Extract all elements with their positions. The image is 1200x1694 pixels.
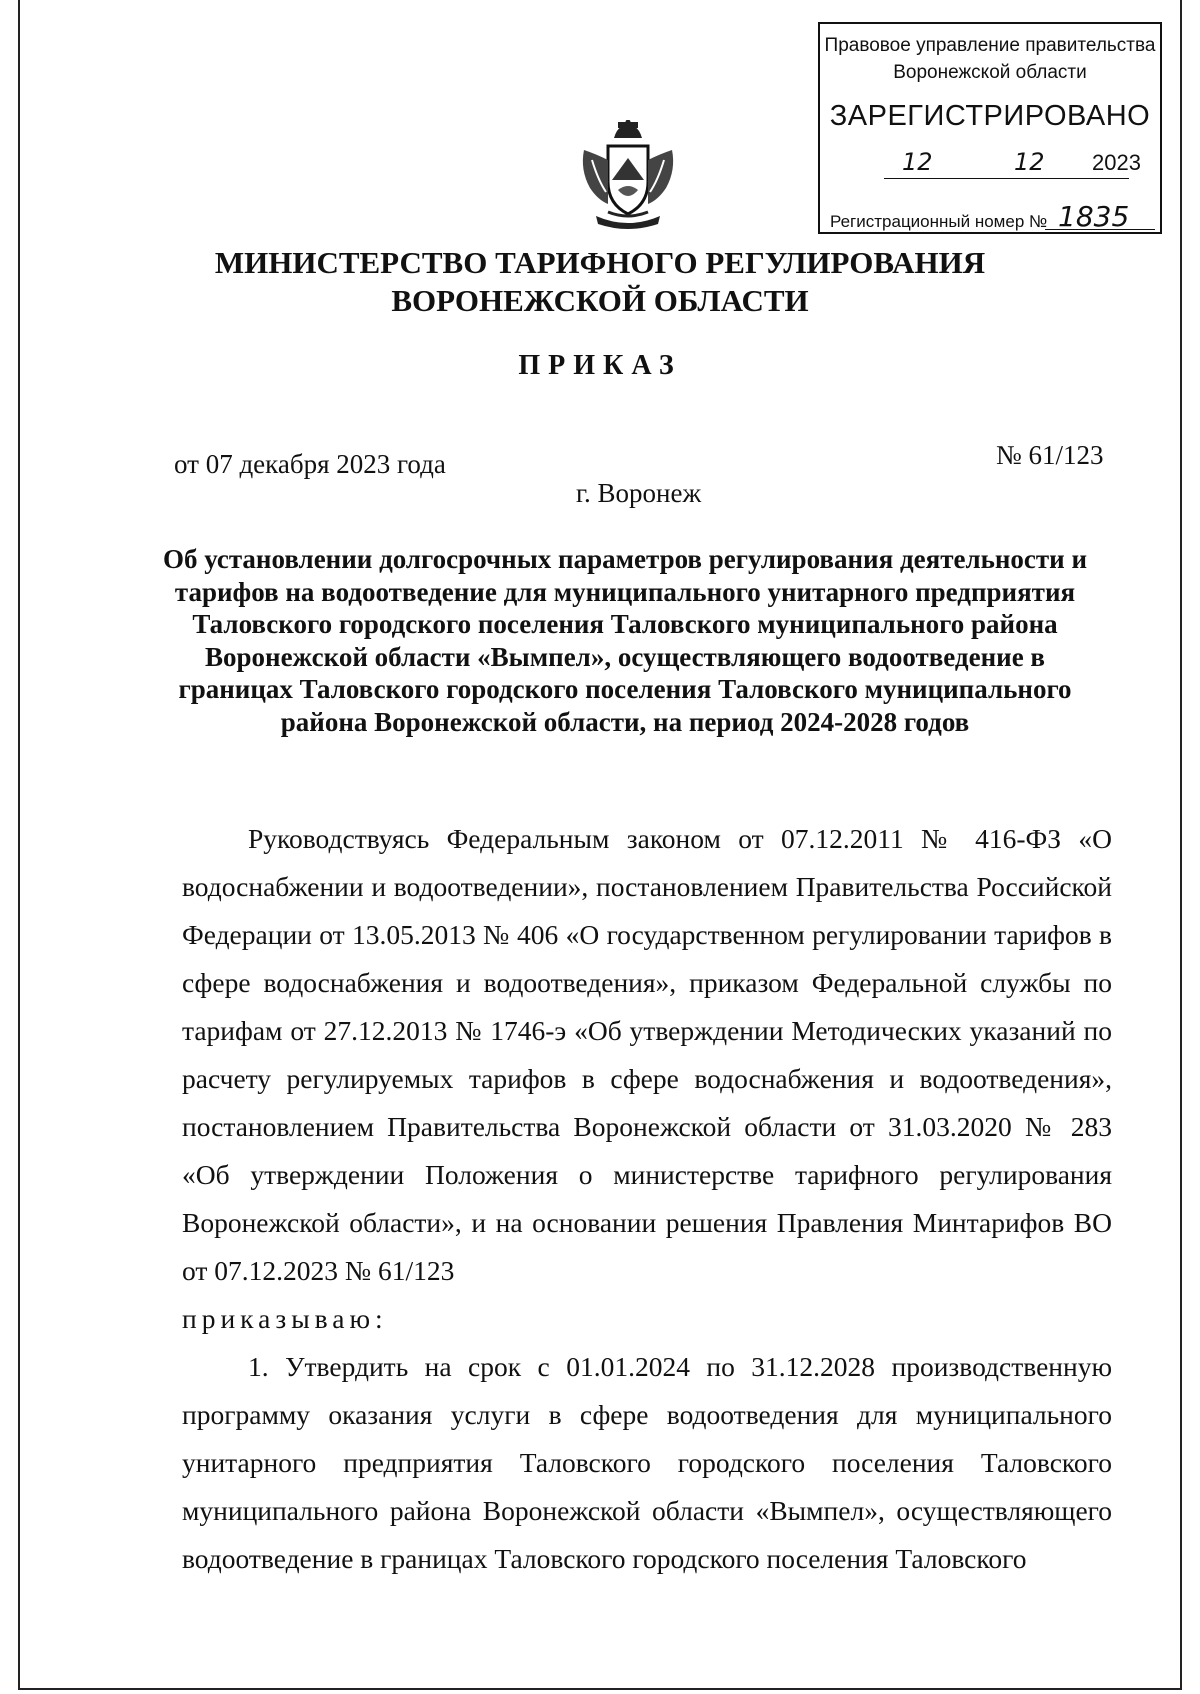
stamp-date-line [884,178,1129,179]
order-body [182,815,1112,1583]
stamp-registered-label: ЗАРЕГИСТРИРОВАНО [829,100,1151,132]
registration-stamp [818,22,1162,234]
order-city: г. Воронеж [576,478,702,508]
stamp-number-value: 1835 [1058,200,1130,233]
ministry-title-line1: МИНИСТЕРСТВО ТАРИФНОГО РЕГУЛИРОВАНИЯ [214,245,986,280]
stamp-number-line [1045,229,1155,230]
stamp-date-year: 2023 [1092,150,1141,175]
preamble-paragraph: Руководствуясь Федеральным законом от 07.12.2011 № 416-ФЗ «О водоснабжении и водоотведении», постановлением Правительства Российской Федерации от 13.05.2013 № 406 «О государственном регулировании тарифов в сфере водоснабжения и водоотведения», приказом Федеральной службы по тарифам от 27.12.2013 № 1746-э «Об утверждении Методических указаний по расчету регулируемых тарифов в сфере водоснабжения и водоотведения», постановлением Правительства Воронежской области от 31.03.2020 № 283 «Об утверждении Положения о министерстве тарифного регулирования Воронежской области», и на основании решения Правления Минтарифов ВО от 07.12.2023 № 61/123 [182,823,1112,1286]
stamp-org-line2: Воронежской области [893,62,1087,83]
coat-of-arms-emblem [578,120,678,230]
ministry-title-line2: ВОРОНЕЖСКОЙ ОБЛАСТИ [391,283,809,318]
stamp-organization [820,32,1160,86]
order-number: № 61/123 [996,440,1104,470]
stamp-date-day: 12 [902,148,933,176]
document-type: ПРИКАЗ [518,350,682,381]
order-subject: Об установлении долгосрочных параметров регулирования деятельности и тарифов на водоотведение для муниципального унитарного предприятия Таловского городского поселения Таловского муниципального района Воронежской области «Вымпел», осуществляющего водоотведение в границах Таловского городского поселения Таловского муниципального района Воронежской области, на период 2024-2028 годов [162,544,1088,737]
stamp-number-label: Регистрационный номер № [830,212,1048,231]
order-item-1: 1. Утвердить на срок с 01.01.2024 по 31.12.2028 производственную программу оказания услуги в сфере водоотведения для муниципального унитарного предприятия Таловского городского поселения Таловского муниципального района Воронежской области «Вымпел», осуществляющего водоотведение в границах Таловского городского поселения Таловского [182,1351,1112,1574]
stamp-org-line1: Правовое управление правительства [824,35,1156,56]
ministry-title [0,244,1200,320]
order-directive: приказываю: [182,1303,388,1334]
stamp-date-month: 12 [1014,148,1045,176]
stamp-date [864,148,1154,184]
order-date: от 07 декабря 2023 года [174,449,446,479]
